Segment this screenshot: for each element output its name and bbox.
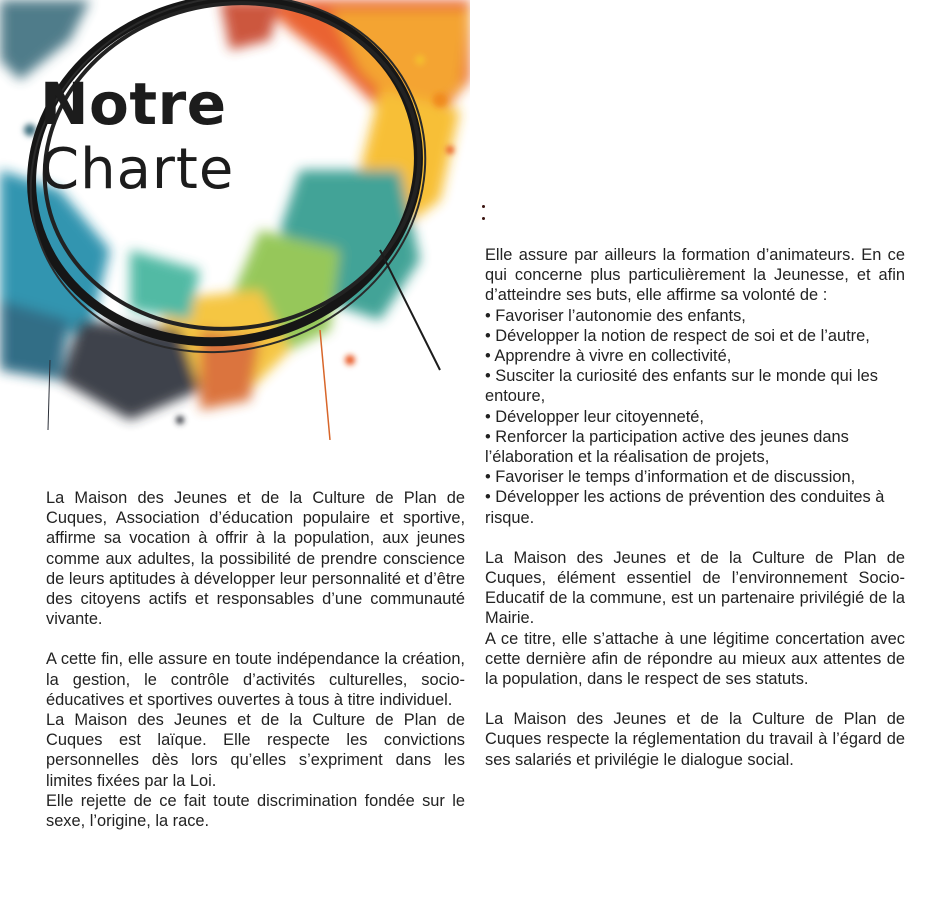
paragraph-formation: Elle assure par ailleurs la formation d’animateurs. En ce qui concerne plus particulièrement la Jeunesse, et afin d’atteindre ses buts, elle affirme sa volonté de :	[485, 246, 905, 305]
list-item: • Renforcer la participation active des jeunes dans l’élaboration et la réalisation de projets,	[485, 427, 849, 467]
list-item: • Développer les actions de prévention des conduites à risque.	[485, 488, 885, 527]
list-item: • Susciter la curiosité des enfants sur le monde qui les entoure,	[485, 367, 878, 406]
list-item: • Favoriser le temps d’information et de discussion,	[485, 468, 856, 487]
paragraph-mission: La Maison des Jeunes et de la Culture de Plan de Cuques, Association d’éducation populaire et sportive, affirme sa vocation à offrir à la population, aux jeunes comme aux adultes, la possibilité de prendre conscience de leurs aptitudes à développer leur personnalité et d’être des citoyens actifs et responsables d’une communauté vivante.	[46, 489, 465, 629]
list-item: • Favoriser l’autonomie des enfants,	[485, 306, 746, 325]
paragraph-laicite: La Maison des Jeunes et de la Culture de Plan de Cuques est laïque. Elle respecte les convictions personnelles dès lors qu’elles s’expriment dans les limites fixées par la Loi.	[46, 711, 465, 790]
paragraph-independence: A cette fin, elle assure en toute indépendance la création, la gestion, le contrôle d’activités culturelles, socio-éducatives et sportives ouvertes à tous à titre individuel.	[46, 650, 465, 709]
decorative-dots	[482, 205, 488, 225]
page-title	[40, 70, 234, 202]
watercolor-splash-illustration	[0, 0, 470, 440]
list-item: • Apprendre à vivre en collectivité,	[485, 347, 732, 366]
paragraph-concertation: A ce titre, elle s’attache à une légitime concertation avec cette dernière afin de répondre au mieux aux attentes de la population, dans le respect de ses statuts.	[485, 629, 905, 689]
list-item: • Développer leur citoyenneté,	[485, 407, 704, 426]
paragraph-travail: La Maison des Jeunes et de la Culture de Plan de Cuques respecte la réglementation du travail à l’égard de ses salariés et privilégie le dialogue social.	[485, 710, 905, 769]
paragraph-discrimination: Elle rejette de ce fait toute discrimination fondée sur le sexe, l’origine, la race.	[46, 791, 465, 831]
left-column	[46, 488, 465, 831]
title-line-2: Charte	[40, 137, 235, 202]
right-column	[485, 245, 905, 770]
title-line-1: Notre	[40, 70, 227, 138]
list-item: • Développer la notion de respect de soi et de l’autre,	[485, 326, 870, 345]
paragraph-partenaire: La Maison des Jeunes et de la Culture de Plan de Cuques, élément essentiel de l’environnement Socio-Educatif de la commune, est un partenaire privilégié de la Mairie.	[485, 548, 905, 628]
